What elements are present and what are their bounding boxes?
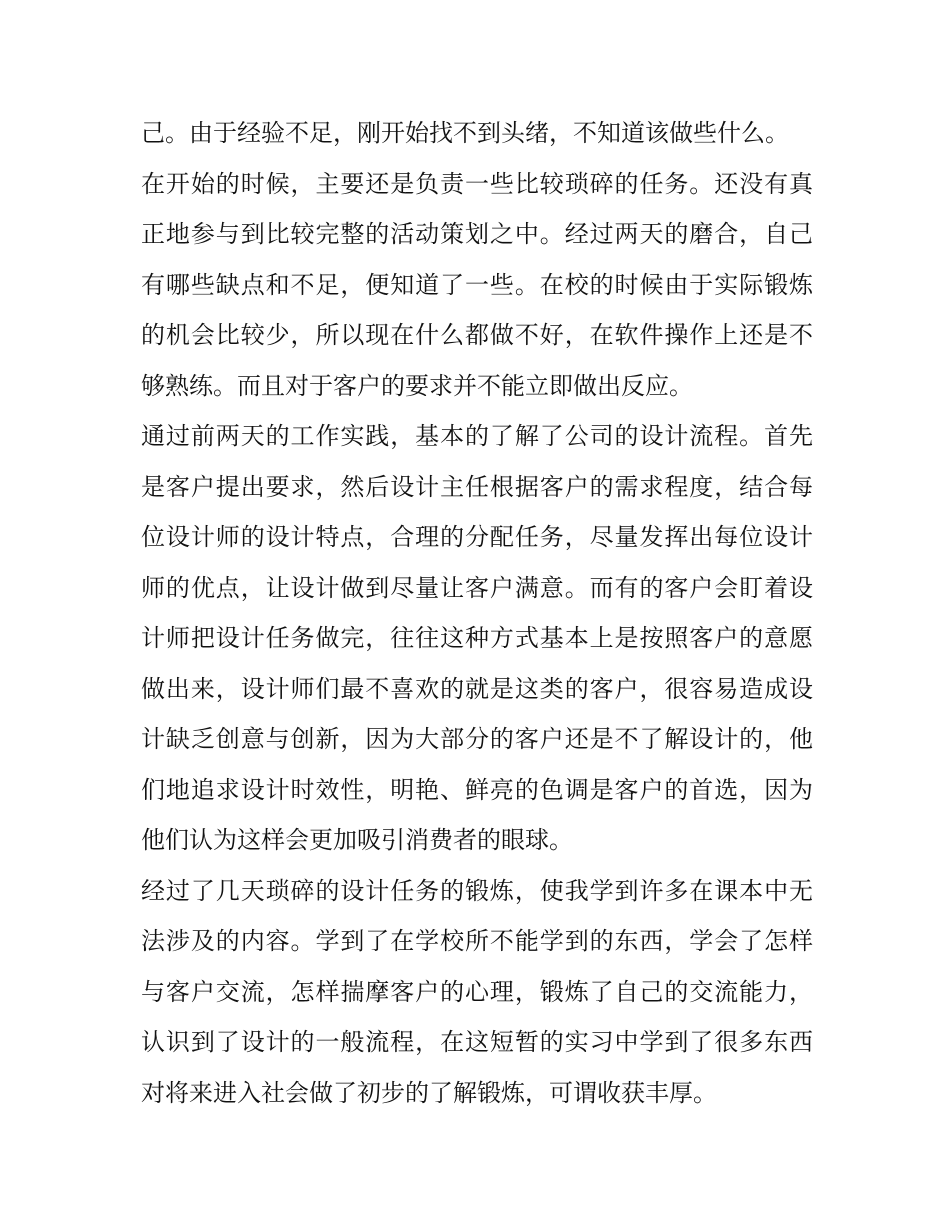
paragraph-2 bbox=[141, 411, 813, 866]
text-line: 经过了几天琐碎的设计任务的锻炼，使我学到许多在课本中无 bbox=[141, 876, 813, 905]
text-line: 计师把设计任务做完，往往这种方式基本上是按照客户的意愿 bbox=[141, 624, 813, 652]
text-line: 师的优点，让设计做到尽量让客户满意。而有的客户会盯着设 bbox=[141, 573, 813, 602]
paragraph-3 bbox=[141, 866, 813, 1119]
text-line: 对将来进入社会做了初步的了解锻炼，可谓收获丰厚。 bbox=[141, 1078, 717, 1107]
text-line: 己。由于经验不足，刚开始找不到头绪，不知道该做些什么。 bbox=[141, 119, 789, 147]
text-line: 法涉及的内容。学到了在学校所不能学到的东西，学会了怎样 bbox=[141, 927, 813, 955]
text-line: 有哪些缺点和不足，便知道了一些。在校的时候由于实际锻炼 bbox=[141, 270, 813, 299]
text-line: 通过前两天的工作实践，基本的了解了公司的设计流程。首先 bbox=[141, 422, 813, 450]
paragraph-1 bbox=[141, 108, 813, 411]
text-line: 位设计师的设计特点，合理的分配任务，尽量发挥出每位设计 bbox=[141, 523, 813, 551]
text-line: 与客户交流，怎样揣摩客户的心理，锻炼了自己的交流能力， bbox=[141, 977, 813, 1006]
text-line: 计缺乏创意与创新，因为大部分的客户还是不了解设计的，他 bbox=[141, 725, 813, 753]
text-line: 认识到了设计的一般流程，在这短暂的实习中学到了很多东西 bbox=[141, 1028, 813, 1056]
text-line: 正地参与到比较完整的活动策划之中。经过两天的磨合，自己 bbox=[141, 220, 813, 248]
text-line: 的机会比较少，所以现在什么都做不好，在软件操作上还是不 bbox=[141, 321, 813, 349]
text-line: 他们认为这样会更加吸引消费者的眼球。 bbox=[141, 826, 573, 854]
text-line: 们地追求设计时效性，明艳、鲜亮的色调是客户的首选，因为 bbox=[141, 775, 813, 804]
text-line: 是客户提出要求，然后设计主任根据客户的需求程度，结合每 bbox=[141, 472, 813, 501]
document-body bbox=[141, 108, 813, 1118]
text-line: 够熟练。而且对于客户的要求并不能立即做出反应。 bbox=[141, 371, 693, 400]
text-line: 在开始的时候，主要还是负责一些比较琐碎的任务。还没有真 bbox=[141, 169, 813, 198]
text-line: 做出来，设计师们最不喜欢的就是这类的客户，很容易造成设 bbox=[141, 674, 813, 703]
